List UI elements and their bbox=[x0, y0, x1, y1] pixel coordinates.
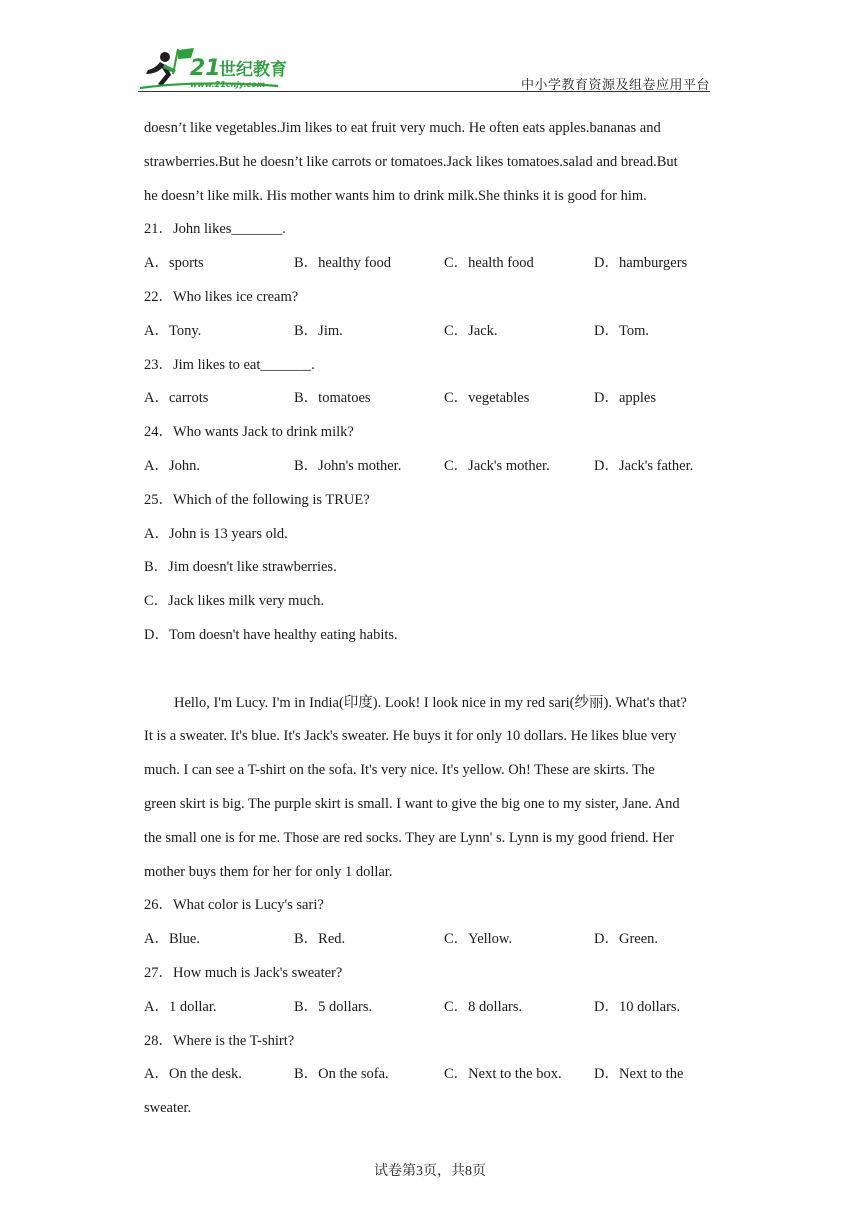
options-28 bbox=[144, 1058, 716, 1092]
options-26 bbox=[144, 923, 716, 957]
option-d: D．Tom. bbox=[594, 322, 649, 339]
option-d: D．hamburgers bbox=[594, 255, 688, 272]
option-d: D．apples bbox=[594, 390, 657, 407]
option-c: C．health food bbox=[444, 255, 534, 272]
option-a: A．John is 13 years old. bbox=[144, 525, 288, 542]
option-b: B．Red. bbox=[294, 931, 346, 948]
option-b: B．healthy food bbox=[294, 255, 392, 272]
passage1-line: doesn’t like vegetables.Jim likes to eat fruit very much. He often eats apples.bananas and bbox=[144, 120, 661, 136]
option-c: C．vegetables bbox=[444, 390, 530, 407]
passage2-line: mother buys them for her for only 1 dollar. bbox=[144, 863, 393, 880]
option-c: C．Next to the box. bbox=[444, 1066, 562, 1083]
option-c: C．Yellow. bbox=[444, 931, 513, 948]
option-b: B．John's mother. bbox=[294, 457, 402, 474]
question-27: 27．How much is Jack's sweater? bbox=[144, 964, 343, 981]
option-b: B．5 dollars. bbox=[294, 998, 373, 1015]
option-c: C．Jack. bbox=[444, 322, 498, 339]
options-27 bbox=[144, 991, 716, 1025]
option-d-continued: sweater. bbox=[144, 1100, 192, 1117]
option-d: D．Jack's father. bbox=[594, 457, 694, 474]
exam-content bbox=[144, 112, 716, 1126]
option-d: D．10 dollars. bbox=[594, 998, 681, 1015]
option-a: A．Tony. bbox=[144, 322, 202, 339]
option-c: C．Jack's mother. bbox=[444, 457, 550, 474]
option-a: A．John. bbox=[144, 457, 200, 474]
passage2-line: green skirt is big. The purple skirt is small. I want to give the big one to my sister, Jane. And bbox=[144, 795, 680, 812]
logo-url: www.21cnjy.com bbox=[190, 80, 266, 89]
option-a: A．1 dollar. bbox=[144, 998, 217, 1015]
logo bbox=[138, 44, 308, 92]
passage1-line: he doesn’t like milk. His mother wants him to drink milk.She thinks it is good for him. bbox=[144, 187, 647, 204]
question-22: 22．Who likes ice cream? bbox=[144, 288, 299, 305]
option-a: A．carrots bbox=[144, 390, 209, 407]
option-d: D．Tom doesn't have healthy eating habits. bbox=[144, 626, 398, 643]
passage2-line: much. I can see a T-shirt on the sofa. It's very nice. It's yellow. Oh! These are skirts. The bbox=[144, 762, 655, 779]
question-21: 21．John likes_______. bbox=[144, 221, 286, 238]
option-a: A．sports bbox=[144, 255, 204, 272]
option-d: D．Next to the bbox=[594, 1066, 684, 1083]
option-b: B．Jim. bbox=[294, 322, 343, 339]
option-c: C．8 dollars. bbox=[444, 998, 523, 1015]
passage2-line: Hello, I'm Lucy. I'm in India(印度). Look! I look nice in my red sari(纱丽). What's that? bbox=[174, 694, 687, 711]
option-b: B．tomatoes bbox=[294, 390, 371, 407]
passage2-line: the small one is for me. Those are red socks. They are Lynn' s. Lynn is my good friend. Her bbox=[144, 829, 675, 846]
option-b: B．Jim doesn't like strawberries. bbox=[144, 559, 337, 576]
question-25: 25．Which of the following is TRUE? bbox=[144, 491, 370, 508]
options-23 bbox=[144, 382, 716, 416]
options-24 bbox=[144, 450, 716, 484]
question-24: 24．Who wants Jack to drink milk? bbox=[144, 424, 354, 441]
question-28: 28．Where is the T-shirt? bbox=[144, 1032, 295, 1049]
page-header bbox=[138, 44, 710, 92]
runner-logo-icon bbox=[138, 44, 308, 92]
question-23: 23．Jim likes to eat_______. bbox=[144, 356, 315, 373]
platform-title: 中小学教育资源及组卷应用平台 bbox=[520, 77, 710, 92]
option-a: A．Blue. bbox=[144, 931, 200, 948]
passage2-line: It is a sweater. It's blue. It's Jack's sweater. He buys it for only 10 dollars. He likes blue very bbox=[144, 728, 677, 745]
logo-name: 世纪教育 bbox=[219, 60, 287, 80]
options-22 bbox=[144, 315, 716, 349]
page-footer: 试卷第3页，共8页 bbox=[374, 1164, 486, 1179]
option-b: B．On the sofa. bbox=[294, 1066, 389, 1083]
logo-number: 21 bbox=[190, 56, 221, 81]
header-divider bbox=[138, 91, 710, 92]
question-26: 26．What color is Lucy's sari? bbox=[144, 897, 324, 914]
section-gap bbox=[144, 653, 716, 687]
passage1-line: strawberries.But he doesn’t like carrots or tomatoes.Jack likes tomatoes.salad and bread.But bbox=[144, 153, 678, 170]
option-a: A．On the desk. bbox=[144, 1066, 242, 1083]
option-d: D．Green. bbox=[594, 931, 659, 948]
options-21 bbox=[144, 247, 716, 281]
option-c: C．Jack likes milk very much. bbox=[144, 593, 325, 610]
